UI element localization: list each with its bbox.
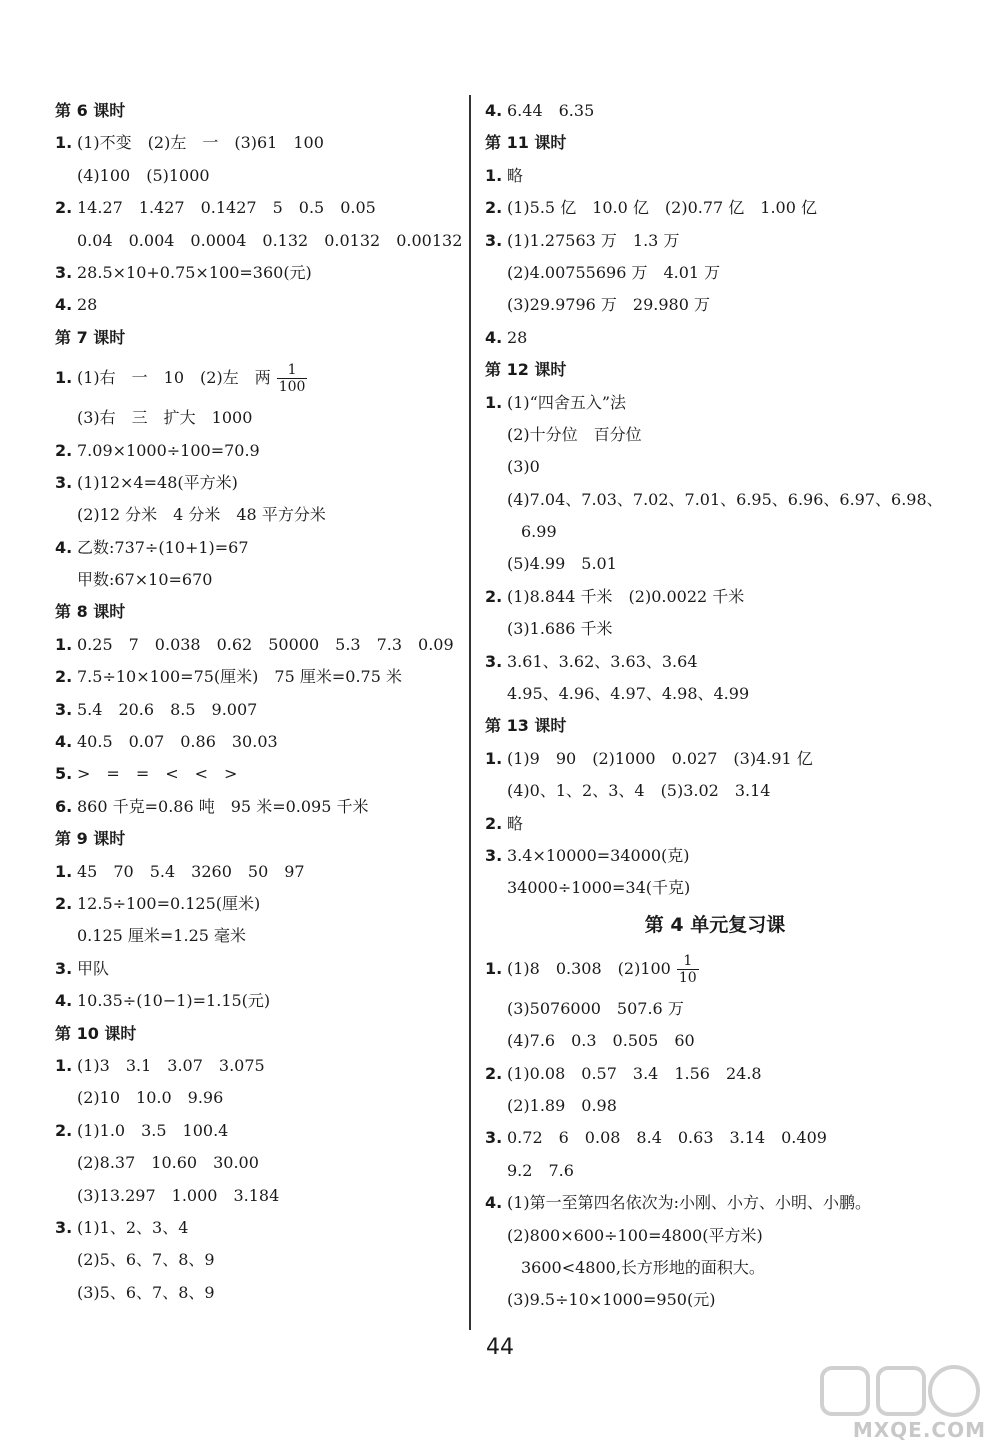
- answer-text: > = = < < >: [77, 764, 238, 784]
- item-number: 4.: [485, 101, 503, 120]
- item-number: 4.: [55, 991, 73, 1011]
- answer-text: (1)右 一 10 (2)左 两: [77, 368, 271, 388]
- item-number: 1.: [55, 368, 73, 388]
- answer-item: [55, 192, 460, 224]
- answer-item: [55, 127, 460, 159]
- item-number: 4.: [55, 537, 73, 557]
- answer-text: 45 70 5.4 3260 50 97: [77, 861, 305, 881]
- item-number: 1.: [55, 634, 73, 654]
- answer-text: 3.4×10000=34000(克): [507, 845, 690, 865]
- answer-continuation: [485, 548, 945, 580]
- answer-text: 3.61、3.62、3.63、3.64: [507, 651, 698, 671]
- answer-item: [485, 945, 945, 993]
- answer-continuation: [485, 678, 945, 710]
- answer-continuation: [485, 613, 945, 645]
- answer-text: 12.5÷100=0.125(厘米): [77, 893, 261, 913]
- answer-text: 28: [507, 327, 528, 347]
- item-number: 4.: [55, 732, 73, 752]
- item-number: 2.: [55, 667, 73, 687]
- answer-text: (1)5.5 亿 10.0 亿 (2)0.77 亿 1.00 亿: [507, 198, 817, 218]
- item-number: 3.: [55, 262, 73, 282]
- item-number: 3.: [55, 699, 73, 719]
- item-number: 2.: [485, 198, 503, 218]
- answer-text: 略: [507, 813, 524, 833]
- answer-item: [55, 629, 460, 661]
- lesson-heading: 第 11 课时: [485, 133, 567, 153]
- watermark-text: MXQE.COM: [852, 1418, 986, 1442]
- answer-text: (1)8.844 千米 (2)0.0022 千米: [507, 586, 745, 606]
- answer-item: [55, 257, 460, 289]
- answer-item: [55, 661, 460, 693]
- answer-text: 28.5×10+0.75×100=360(元): [77, 262, 312, 282]
- answer-text: 14.27 1.427 0.1427 5 0.5 0.05: [77, 198, 376, 218]
- fraction-numerator: 1: [677, 953, 699, 970]
- answer-item: [485, 192, 945, 224]
- page-number: 44: [486, 1335, 514, 1360]
- answer-text: (3)5076000 507.6 万: [507, 998, 684, 1018]
- answer-text: (4)7.6 0.3 0.505 60: [507, 1031, 695, 1051]
- answer-text: (3)5、6、7、8、9: [77, 1282, 215, 1302]
- answer-text: 6.99: [521, 522, 557, 542]
- answer-text: (2)5、6、7、8、9: [77, 1250, 215, 1270]
- answer-item: [485, 581, 945, 613]
- answer-item: [55, 435, 460, 467]
- answer-text: 5.4 20.6 8.5 9.007: [77, 699, 258, 719]
- item-number: 2.: [485, 813, 503, 833]
- answer-continuation: [55, 160, 460, 192]
- answer-continuation: [485, 1284, 945, 1316]
- answer-continuation: [485, 1220, 945, 1252]
- answer-item: [485, 840, 945, 872]
- answer-continuation: [485, 419, 945, 451]
- answer-continuation: [55, 1277, 460, 1309]
- item-number: 3.: [55, 958, 73, 978]
- answer-text: (1)“四舍五入”法: [507, 392, 627, 412]
- answer-continuation: [55, 920, 460, 952]
- answer-continuation: [485, 775, 945, 807]
- answer-item: [485, 387, 945, 419]
- item-number: 1.: [485, 165, 503, 185]
- answer-continuation: [485, 516, 945, 548]
- answer-text: 10.35÷(10−1)=1.15(元): [77, 991, 271, 1011]
- answer-item: [485, 160, 945, 192]
- answer-text: (1)12×4=48(平方米): [77, 472, 238, 492]
- fraction: [277, 362, 308, 395]
- answer-text: (3)右 三 扩大 1000: [77, 408, 253, 428]
- lesson-heading: 第 13 课时: [485, 716, 567, 736]
- answer-item: [55, 791, 460, 823]
- answer-text: 6.44 6.35: [507, 101, 595, 120]
- answer-text: (3)13.297 1.000 3.184: [77, 1185, 280, 1205]
- answer-text: (5)4.99 5.01: [507, 554, 617, 574]
- item-number: 1.: [55, 1055, 73, 1075]
- answer-continuation: [485, 484, 945, 516]
- lesson-heading: 第 8 课时: [55, 602, 126, 622]
- answer-continuation: [55, 1244, 460, 1276]
- watermark-logo: [812, 1360, 992, 1446]
- answer-text: 0.72 6 0.08 8.4 0.63 3.14 0.409: [507, 1128, 827, 1148]
- answer-text: 略: [507, 165, 524, 185]
- answer-text: (2)800×600÷100=4800(平方米): [507, 1225, 763, 1245]
- answer-continuation: [485, 1090, 945, 1122]
- right-answer-column: [485, 95, 945, 1317]
- answer-continuation: [485, 289, 945, 321]
- item-number: 3.: [485, 845, 503, 865]
- answer-continuation: [485, 1155, 945, 1187]
- answer-text: (1)不变 (2)左 一 (3)61 100: [77, 133, 324, 153]
- answer-text: (1)1.0 3.5 100.4: [77, 1120, 229, 1140]
- answer-continuation: [55, 499, 460, 531]
- answer-continuation: [485, 1025, 945, 1057]
- answer-text: (2)十分位 百分位: [507, 424, 642, 444]
- answer-text: 0.04 0.004 0.0004 0.132 0.0132 0.00132: [77, 230, 463, 250]
- answer-text: (2)1.89 0.98: [507, 1095, 617, 1115]
- answer-text: (3)9.5÷10×1000=950(元): [507, 1290, 716, 1310]
- answer-continuation: [485, 257, 945, 289]
- item-number: 1.: [55, 133, 73, 153]
- answer-text: (2)4.00755696 万 4.01 万: [507, 262, 721, 282]
- unit-review-heading: 第 4 单元复习课: [644, 913, 786, 936]
- lesson-heading: 第 9 课时: [55, 829, 126, 849]
- answer-continuation: [485, 451, 945, 483]
- answer-item: [55, 758, 460, 790]
- item-number: 3.: [485, 230, 503, 250]
- answer-text: 3600<4800,长方形地的面积大。: [521, 1257, 765, 1277]
- answer-text: (1)8 0.308 (2)100: [507, 958, 671, 978]
- answer-item: [55, 985, 460, 1017]
- answer-text: (3)29.9796 万 29.980 万: [507, 295, 710, 315]
- answer-continuation: [485, 993, 945, 1025]
- lesson-heading: 第 10 课时: [55, 1023, 137, 1043]
- answer-continuation: [485, 872, 945, 904]
- answer-item: [485, 1187, 945, 1219]
- answer-text: 甲数:67×10=670: [77, 570, 213, 590]
- answer-text: (1)0.08 0.57 3.4 1.56 24.8: [507, 1063, 762, 1083]
- item-number: 2.: [55, 893, 73, 913]
- answer-continuation: [55, 1147, 460, 1179]
- answer-item: [485, 743, 945, 775]
- item-number: 1.: [485, 392, 503, 412]
- item-number: 4.: [485, 1193, 503, 1213]
- answer-item: [55, 1115, 460, 1147]
- item-number: 2.: [485, 586, 503, 606]
- answer-text: 甲队: [77, 958, 110, 978]
- answer-continuation: [55, 225, 463, 257]
- answer-text: (4)0、1、2、3、4 (5)3.02 3.14: [507, 781, 771, 801]
- answer-item: [55, 354, 460, 402]
- answer-item: [485, 808, 945, 840]
- item-number: 3.: [55, 1217, 73, 1237]
- answer-item: [485, 646, 945, 678]
- answer-item: [55, 856, 460, 888]
- answer-item: [55, 953, 460, 985]
- answer-item: [485, 95, 945, 127]
- item-number: 4.: [55, 295, 73, 315]
- answer-text: 乙数:737÷(10+1)=67: [77, 537, 249, 557]
- item-number: 2.: [55, 198, 73, 218]
- answer-text: (1)3 3.1 3.07 3.075: [77, 1055, 265, 1075]
- answer-continuation: [55, 1180, 460, 1212]
- answer-continuation: [55, 1082, 460, 1114]
- item-number: 2.: [55, 440, 73, 460]
- answer-text: (1)9 90 (2)1000 0.027 (3)4.91 亿: [507, 748, 813, 768]
- lesson-heading: 第 7 课时: [55, 327, 126, 347]
- item-number: 3.: [485, 1128, 503, 1148]
- answer-text: 0.25 7 0.038 0.62 50000 5.3 7.3 0.09: [77, 634, 454, 654]
- answer-text: 860 千克=0.86 吨 95 米=0.095 千米: [77, 796, 369, 816]
- answer-text: 28: [77, 295, 98, 315]
- answer-continuation: [55, 402, 460, 434]
- fraction-denominator: 100: [278, 379, 306, 396]
- answer-text: 40.5 0.07 0.86 30.03: [77, 732, 278, 752]
- item-number: 1.: [485, 748, 503, 768]
- answer-item: [485, 322, 945, 354]
- item-number: 3.: [55, 472, 73, 492]
- answer-text: 0.125 厘米=1.25 毫米: [77, 926, 247, 946]
- fraction: [677, 953, 699, 986]
- item-number: 1.: [55, 861, 73, 881]
- answer-text: 4.95、4.96、4.97、4.98、4.99: [507, 684, 750, 704]
- answer-item: [485, 1122, 945, 1154]
- answer-item: [485, 225, 945, 257]
- answer-text: 7.09×1000÷100=70.9: [77, 440, 260, 460]
- answer-text: (2)10 10.0 9.96: [77, 1088, 224, 1108]
- answer-text: (2)12 分米 4 分米 48 平方分米: [77, 505, 326, 525]
- answer-text: (3)0: [507, 457, 540, 477]
- item-number: 4.: [485, 327, 503, 347]
- answer-item: [55, 289, 460, 321]
- answer-text: (3)1.686 千米: [507, 619, 613, 639]
- answer-text: (1)1、2、3、4: [77, 1217, 189, 1237]
- answer-item: [55, 726, 460, 758]
- answer-text: 9.2 7.6: [507, 1160, 574, 1180]
- item-number: 2.: [55, 1120, 73, 1140]
- answer-text: (1)1.27563 万 1.3 万: [507, 230, 680, 250]
- fraction-denominator: 10: [678, 969, 697, 986]
- item-number: 6.: [55, 796, 73, 816]
- answer-item: [55, 1050, 460, 1082]
- answer-text: 34000÷1000=34(千克): [507, 878, 691, 898]
- item-number: 5.: [55, 764, 73, 784]
- answer-text: (1)第一至第四名依次为:小刚、小方、小明、小鹏。: [507, 1193, 872, 1213]
- answer-item: [55, 467, 460, 499]
- answer-item: [55, 1212, 460, 1244]
- answer-continuation: [55, 564, 460, 596]
- answer-continuation: [485, 1252, 945, 1284]
- column-divider: [469, 95, 471, 1330]
- left-answer-column: [55, 95, 463, 1309]
- item-number: 1.: [485, 958, 503, 978]
- answer-text: (4)7.04、7.03、7.02、7.01、6.95、6.96、6.97、6.98、: [507, 489, 943, 509]
- item-number: 2.: [485, 1063, 503, 1083]
- answer-text: (4)100 (5)1000: [77, 165, 210, 185]
- answer-text: (2)8.37 10.60 30.00: [77, 1153, 259, 1173]
- item-number: 3.: [485, 651, 503, 671]
- answer-item: [55, 532, 460, 564]
- lesson-heading: 第 12 课时: [485, 360, 567, 380]
- fraction-numerator: 1: [277, 362, 308, 379]
- lesson-heading: 第 6 课时: [55, 101, 126, 120]
- answer-item: [485, 1058, 945, 1090]
- answer-item: [55, 888, 460, 920]
- answer-item: [55, 694, 460, 726]
- answer-text: 7.5÷10×100=75(厘米) 75 厘米=0.75 米: [77, 667, 402, 687]
